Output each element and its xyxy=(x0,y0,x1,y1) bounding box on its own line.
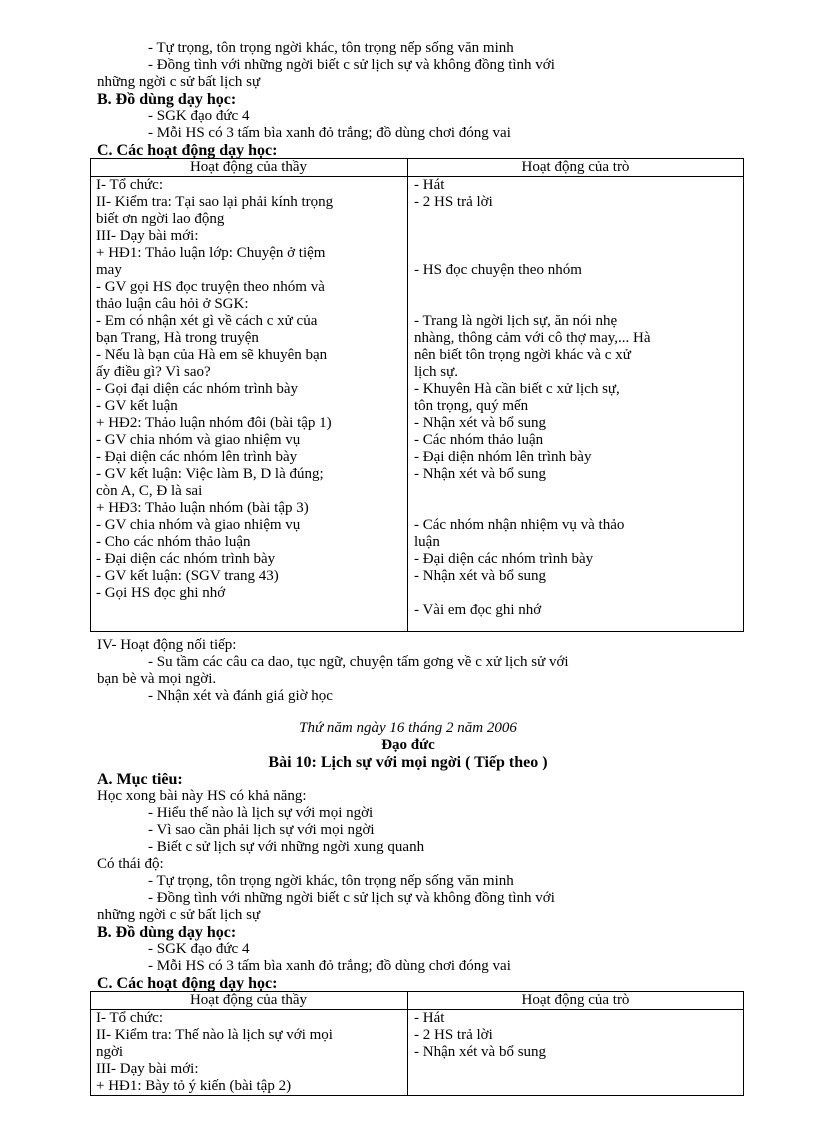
teacher-activity-line: - Gọi HS đọc ghi nhớ xyxy=(96,585,226,601)
student-activity-line: lịch sự. xyxy=(414,364,458,380)
teacher-activity-line: còn A, C, Đ là sai xyxy=(96,483,203,499)
material-item: - SGK đạo đức 4 xyxy=(148,941,250,957)
objective-line: - Biết c sử lịch sự với những ngời xung quanh xyxy=(148,839,425,855)
teacher-activity-line: III- Dạy bài mới: xyxy=(96,1061,199,1077)
section-b-heading: B. Đồ dùng dạy học: xyxy=(97,924,237,941)
student-activity-line: - Đại diện các nhóm trình bày xyxy=(414,551,594,567)
teacher-activity-line: - Gọi đại diện các nhóm trình bày xyxy=(96,381,299,397)
teacher-activity-line: I- Tổ chức: xyxy=(96,1010,163,1026)
teacher-activity-line: - Đại diện các nhóm lên trình bày xyxy=(96,449,298,465)
objective-line: - Tự trọng, tôn trọng ngời khác, tôn trọng nếp sống văn minh xyxy=(148,40,514,56)
material-item: - SGK đạo đức 4 xyxy=(148,108,250,124)
teacher-activity-line: + HĐ3: Thảo luận nhóm (bài tập 3) xyxy=(96,500,309,516)
student-activity-line: - Hát xyxy=(414,1010,445,1026)
teacher-activity-line: bạn Trang, Hà trong truyện xyxy=(96,330,259,346)
objective-line: những ngời c sử bất lịch sự xyxy=(97,74,261,90)
student-activity-line: - Nhận xét và bổ sung xyxy=(414,568,547,584)
teacher-header: Hoạt động của thầy xyxy=(189,159,308,175)
student-activity-line: - Các nhóm thảo luận xyxy=(414,432,544,448)
teacher-header: Hoạt động của thầy xyxy=(189,992,308,1008)
teacher-activity-line: - GV kết luận: Việc làm B, D là đúng; xyxy=(96,466,324,482)
student-activity-line: - 2 HS trả lời xyxy=(414,1027,493,1043)
teacher-activity-line: II- Kiểm tra: Thế nào là lịch sự với mọi xyxy=(96,1027,333,1043)
closing-line: - Nhận xét và đánh giá giờ học xyxy=(148,688,333,704)
teacher-activity-line: + HĐ2: Thảo luận nhóm đôi (bài tập 1) xyxy=(96,415,332,431)
student-activity-line: nên biết tôn trọng ngời khác và c xử xyxy=(414,347,631,363)
lesson-date: Thứ năm ngày 16 tháng 2 năm 2006 xyxy=(299,720,517,736)
teacher-activity-line: - Nếu là bạn của Hà em sẽ khuyên bạn xyxy=(96,347,328,363)
closing-line: bạn bè và mọi ngời. xyxy=(97,671,217,687)
student-header: Hoạt động của trò xyxy=(521,159,630,175)
student-activity-line: - HS đọc chuyện theo nhóm xyxy=(414,262,582,278)
teacher-activity-line: - GV kết luận xyxy=(96,398,178,414)
objective-line: - Đồng tình với những ngời biết c sử lịch sự và không đồng tình với xyxy=(148,57,555,73)
teacher-activity-line: III- Dạy bài mới: xyxy=(96,228,199,244)
teacher-activity-line: ngời xyxy=(96,1044,124,1060)
attitude-line: - Đồng tình với những ngời biết c sử lịch sự và không đồng tình với xyxy=(148,890,555,906)
student-activity-line: - Đại diện nhóm lên trình bày xyxy=(414,449,592,465)
student-activity-line: - Nhận xét và bổ sung xyxy=(414,1044,547,1060)
section-c-heading: C. Các hoạt động dạy học: xyxy=(97,975,278,992)
teacher-activity-line: - GV chia nhóm và giao nhiệm vụ xyxy=(96,432,301,448)
lesson-title: Bài 10: Lịch sự với mọi ngời ( Tiếp theo ) xyxy=(268,754,548,771)
student-activity-line: - 2 HS trả lời xyxy=(414,194,493,210)
closing-line: - Su tầm các câu ca dao, tục ngữ, chuyện tấm gơng về c xử lịch sử với xyxy=(148,654,569,670)
teacher-activity-line: - GV gọi HS đọc truyện theo nhóm và xyxy=(96,279,325,295)
material-item: - Mỗi HS có 3 tấm bìa xanh đỏ trắng; đồ dùng chơi đóng vai xyxy=(148,958,511,974)
teacher-activity-line: + HĐ1: Thảo luận lớp: Chuyện ở tiệm xyxy=(96,245,326,261)
student-header: Hoạt động của trò xyxy=(521,992,630,1008)
teacher-activity-line: - Đại diện các nhóm trình bày xyxy=(96,551,276,567)
student-activity-line: luận xyxy=(414,534,440,550)
objective-line: - Hiểu thế nào là lịch sự với mọi ngời xyxy=(148,805,374,821)
intro-line: Học xong bài này HS có khả năng: xyxy=(97,788,307,804)
section-c-heading: C. Các hoạt động dạy học: xyxy=(97,142,278,159)
student-activity-line: - Các nhóm nhận nhiệm vụ và thảo xyxy=(414,517,625,533)
teacher-activity-line: ấy điều gì? Vì sao? xyxy=(96,364,211,380)
teacher-activity-line: I- Tổ chức: xyxy=(96,177,163,193)
student-activity-line: tôn trọng, quý mến xyxy=(414,398,529,414)
subject-title: Đạo đức xyxy=(381,737,435,753)
student-activity-line: - Trang là ngời lịch sự, ăn nói nhẹ xyxy=(414,313,618,329)
section-a-heading: A. Mục tiêu: xyxy=(97,771,183,788)
section-b-heading: B. Đồ dùng dạy học: xyxy=(97,91,237,108)
student-activity-line: - Khuyên Hà cần biết c xử lịch sự, xyxy=(414,381,620,397)
teacher-activity-line: - Em có nhận xét gì về cách c xử của xyxy=(96,313,318,329)
student-activity-line: - Hát xyxy=(414,177,445,193)
teacher-activity-line: - GV chia nhóm và giao nhiệm vụ xyxy=(96,517,301,533)
student-activity-line: - Nhận xét và bổ sung xyxy=(414,415,547,431)
closing-heading: IV- Hoạt động nối tiếp: xyxy=(97,637,237,653)
teacher-activity-line: - GV kết luận: (SGV trang 43) xyxy=(96,568,279,584)
teacher-activity-line: + HĐ1: Bày tỏ ý kiến (bài tập 2) xyxy=(96,1078,292,1094)
teacher-activity-line: thảo luận câu hỏi ở SGK: xyxy=(96,296,249,312)
teacher-activity-line: may xyxy=(96,262,122,278)
student-activity-line: nhàng, thông cảm với cô thợ may,... Hà xyxy=(414,330,651,346)
student-activity-line: - Nhận xét và bổ sung xyxy=(414,466,547,482)
objective-line: - Vì sao cần phải lịch sự với mọi ngời xyxy=(148,822,375,838)
attitude-line: - Tự trọng, tôn trọng ngời khác, tôn trọng nếp sống văn minh xyxy=(148,873,514,889)
material-item: - Mỗi HS có 3 tấm bìa xanh đỏ trắng; đồ dùng chơi đóng vai xyxy=(148,125,511,141)
teacher-activity-line: - Cho các nhóm thảo luận xyxy=(96,534,251,550)
teacher-activity-line: biết ơn ngời lao động xyxy=(96,211,225,227)
attitude-line: những ngời c sử bất lịch sự xyxy=(97,907,261,923)
student-activity-line: - Vài em đọc ghi nhớ xyxy=(414,602,542,618)
attitude-heading: Có thái độ: xyxy=(97,856,164,872)
teacher-activity-line: II- Kiểm tra: Tại sao lại phải kính trọng xyxy=(96,194,334,210)
